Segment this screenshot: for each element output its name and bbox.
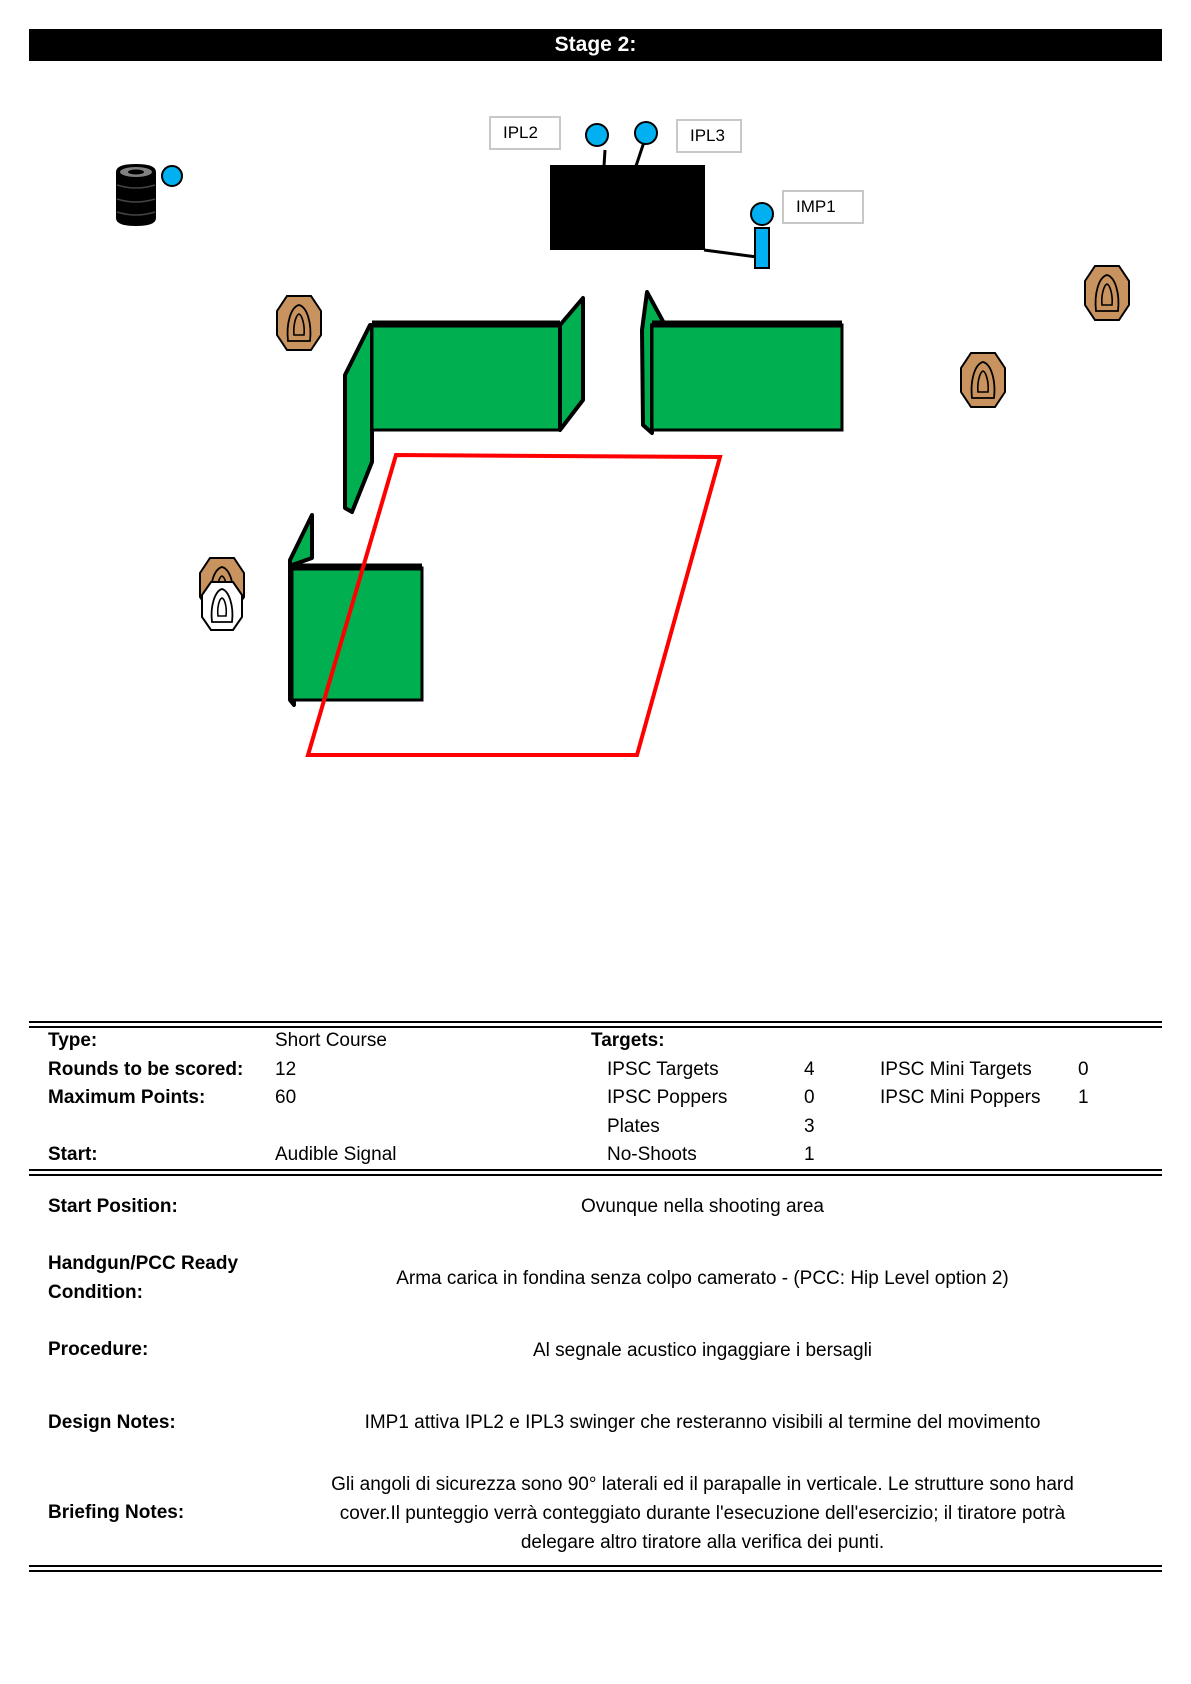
wall-icon (642, 292, 842, 433)
ipl3-label: IPL3 (676, 119, 742, 153)
mini-targets-label: IPSC Mini Targets (880, 1059, 1032, 1080)
procedure-label: Procedure: (48, 1339, 149, 1360)
mid-rule (29, 1174, 1162, 1176)
mini-poppers-value: 1 (1078, 1087, 1089, 1108)
design-notes-label: Design Notes: (48, 1412, 176, 1433)
start-position-value: Ovunque nella shooting area (581, 1196, 824, 1217)
type-label: Type: (48, 1030, 98, 1051)
briefing-line: cover.Il punteggio verrà conteggiato durante l'esecuzione dell'esercizio; il tiratore potrà (339, 1503, 1066, 1524)
start-value: Audible Signal (275, 1144, 397, 1165)
start-label: Start: (48, 1144, 98, 1165)
top-rule (29, 1026, 1162, 1028)
ipsc-target-icon (1085, 266, 1129, 320)
wall-icon (290, 515, 422, 705)
ipsc-targets-label: IPSC Targets (607, 1059, 719, 1080)
ipsc-target-icon (961, 353, 1005, 407)
imp1-label: IMP1 (782, 190, 864, 224)
wall-icon (345, 298, 583, 512)
max-points-value: 60 (275, 1087, 297, 1108)
plate-icon (635, 122, 657, 144)
ipsc-poppers-label: IPSC Poppers (607, 1087, 728, 1108)
stage-title: Stage 2: (29, 29, 1162, 61)
plate-icon (162, 166, 182, 186)
mini-popper-icon (751, 203, 773, 268)
mini-targets-value: 0 (1078, 1059, 1089, 1080)
no-shoots-value: 1 (804, 1144, 815, 1165)
briefing-line: Gli angoli di sicurezza sono 90° laterali ed il parapalle in verticale. Le strutture sono hard (331, 1474, 1074, 1495)
procedure-value: Al segnale acustico ingaggiare i bersagli (532, 1340, 873, 1361)
rounds-label: Rounds to be scored: (48, 1059, 244, 1080)
type-value: Short Course (275, 1030, 387, 1051)
ipsc-target-icon (277, 296, 321, 350)
no-shoots-label: No-Shoots (607, 1144, 697, 1165)
design-notes-value: IMP1 attiva IPL2 e IPL3 swinger che resteranno visibili al termine del movimento (364, 1412, 1041, 1433)
targets-label: Targets: (591, 1030, 665, 1051)
max-points-label: Maximum Points: (48, 1087, 206, 1108)
plates-value: 3 (804, 1116, 815, 1137)
start-position-label: Start Position: (48, 1196, 178, 1217)
ipl2-label: IPL2 (489, 116, 561, 150)
plates-label: Plates (607, 1116, 660, 1137)
ready-condition-value: Arma carica in fondina senza colpo camerato - (PCC: Hip Level option 2) (396, 1268, 1009, 1289)
ready-condition-label: Handgun/PCC Ready (48, 1253, 239, 1274)
no-shoot-icon (202, 582, 242, 630)
briefing-line: delegare altro tiratore alla verifica dei punti. (520, 1532, 885, 1553)
rounds-value: 12 (275, 1059, 297, 1080)
ipsc-targets-value: 4 (804, 1059, 815, 1080)
top-rule (29, 1021, 1162, 1023)
ready-condition-label-2: Condition: (48, 1282, 143, 1303)
bottom-rule (29, 1570, 1162, 1572)
briefing-notes-label: Briefing Notes: (48, 1502, 185, 1523)
ipsc-poppers-value: 0 (804, 1087, 815, 1108)
bottom-rule (29, 1565, 1162, 1567)
mini-poppers-label: IPSC Mini Poppers (880, 1087, 1041, 1108)
plate-icon (586, 124, 608, 146)
activator-block (550, 165, 705, 250)
mid-rule (29, 1169, 1162, 1171)
barrel-icon (116, 164, 156, 226)
